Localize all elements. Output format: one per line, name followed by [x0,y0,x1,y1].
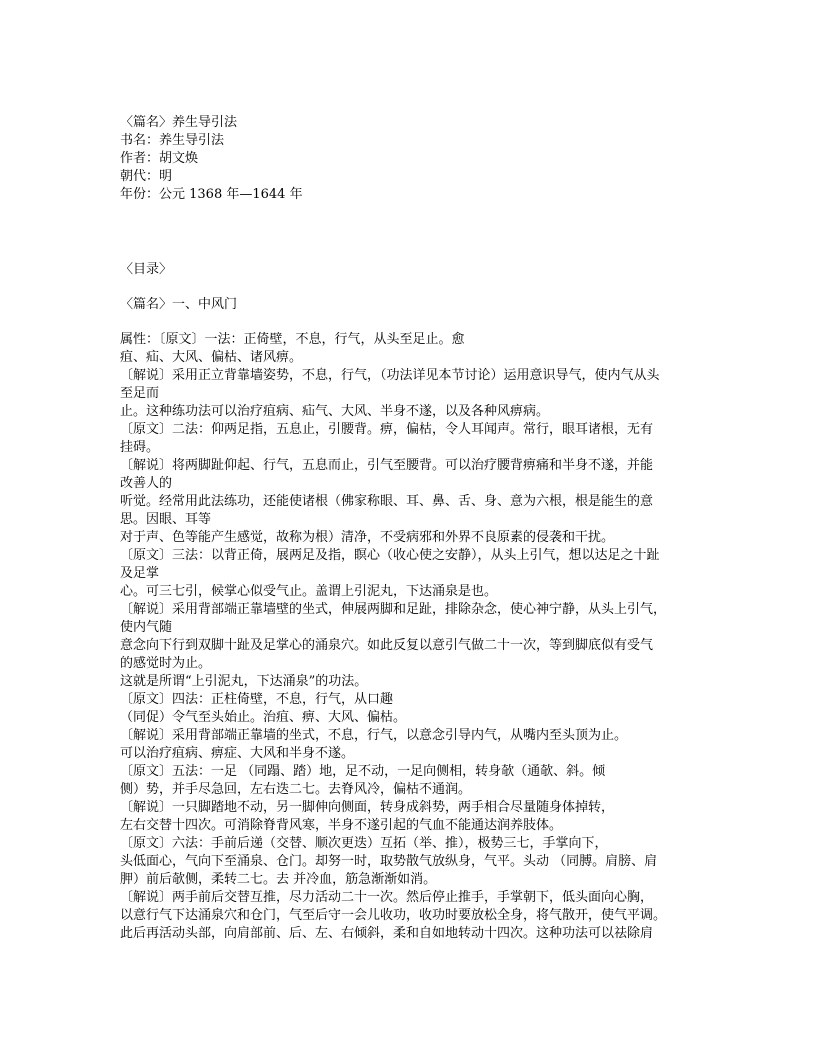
text-line: 的感觉时为止。 [120,656,212,671]
meta-dynasty-line: 朝代：明 [120,169,173,184]
text-line: 听觉。经常用此法练功，还能使诸根（佛家称眼、耳、鼻、舌、身、意为六根，根是能生的意 [120,494,654,509]
text-line: 〔原文〕五法：一足 （同蹋、踏）地，足不动，一足向侧相，转身欹（通欹、斜。倾 [120,764,606,779]
text-line: 思。因眼、耳等 [120,512,212,527]
meta-chapter-line: 〈篇名〉养生导引法 [120,115,238,130]
text-line: 〔原文〕四法：正柱倚壁，不息，行气，从口趣 [120,692,394,707]
text-line: 〔解说〕两手前后交替互推，尽力活动二十一次。然后停止推手，手掌朝下，低头面向心胸， [120,890,654,905]
text-line: 心。可三七引，候掌心似受气止。盖谓上引泥丸，下达涌泉是也。 [120,584,498,599]
text-line: 可以治疗疽病、痹症、大风和半身不遂。 [120,746,355,761]
meta-book-line: 书名：养生导引法 [120,133,225,148]
text-line: 属性：〔原文〕一法：正倚壁，不息，行气，从头至足止。愈 [120,332,465,347]
section-title-text: 〈篇名〉一、中风门 [120,297,238,312]
toc-heading [120,261,700,279]
text-line: 〔解说〕一只脚踏地不动，另一脚伸向侧面，转身成斜势，两手相合尽量随身体掉转， [120,800,615,815]
text-line: 止。这种练功法可以治疗疽病、疝气、大风、半身不遂，以及各种风痹病。 [120,404,550,419]
text-line: （同促）令气至头始止。治疽、痹、大风、偏枯。 [120,710,407,725]
text-line: 及足掌 [120,566,160,581]
body-text [120,331,700,943]
text-line: 以意行气下达涌泉穴和仓门，气至后守一会儿收功，收功时要放松全身，将气散开，使气平调。 [120,908,667,923]
text-line: 侧）势，并手尽急回，左右迭二七。去脊风冷，偏枯不通润。 [120,782,472,797]
text-line: 〔解说〕采用背部端正靠墙的坐式，不息，行气，以意念引导内气，从嘴内至头顶为止。 [120,728,628,743]
text-line: 疽、疝、大风、偏枯、诸风痹。 [120,350,303,365]
toc-label: 〈目录〉 [120,262,173,277]
text-line: 〔原文〕三法：以背正倚，展两足及指，瞑心（收心使之安静），从头上引气，想以达足之十趾 [120,548,660,563]
metadata-block [120,114,700,204]
text-line: 〔原文〕二法：仰两足指，五息止，引腰背。痹，偏枯，令人耳闻声。常行，眼耳诸根，无有 [120,422,654,437]
text-line: 意念向下行到双脚十趾及足掌心的涌泉穴。如此反复以意引气做二十一次，等到脚底似有受气 [120,638,654,653]
text-line: 这就是所谓“上引泥丸，下达涌泉”的功法。 [120,674,368,689]
section-heading [120,296,700,314]
meta-year-line: 年份：公元 1368 年—1644 年 [120,187,303,202]
text-line: 挂碍。 [120,440,160,455]
text-line: 左右交替十四次。可消除脊背风寒，半身不遂引起的气血不能通达润养肢体。 [120,818,563,833]
text-line: 改善人的 [120,476,173,491]
text-line: 〔原文〕六法：手前后递（交替、顺次更迭）互拓（举、推），极势三七，手掌向下， [120,836,608,851]
text-line: 至足而 [120,386,160,401]
text-line: 对于声、色等能产生感觉，故称为根）清净，不受病邪和外界不良原素的侵袭和干扰。 [120,530,615,545]
text-line: 胛）前后欹侧，柔转二七。去 并冷血，筋急渐渐如消。 [120,872,437,887]
text-line: 头低面心，气向下至涌泉、仓门。却努一时，取势散气放纵身，气平。头动 （同膊。肩膀、肩 [120,854,658,869]
text-line: 使内气随 [120,620,173,635]
meta-author-line: 作者：胡文焕 [120,151,199,166]
text-line: 〔解说〕采用正立背靠墙姿势，不息，行气，（功法详见本节讨论）运用意识导气，使内气从头 [120,368,660,383]
text-line: 此后再活动头部，向肩部前、后、左、右倾斜，柔和自如地转动十四次。这种功法可以祛除肩 [120,926,654,941]
text-line: 〔解说〕采用背部端正靠墙壁的坐式，伸展两脚和足趾，排除杂念，使心神宁静，从头上引气， [120,602,667,617]
text-line: 〔解说〕将两脚趾仰起、行气，五息而止，引气至腰背。可以治疗腰背痹痛和半身不遂，并能 [120,458,654,473]
